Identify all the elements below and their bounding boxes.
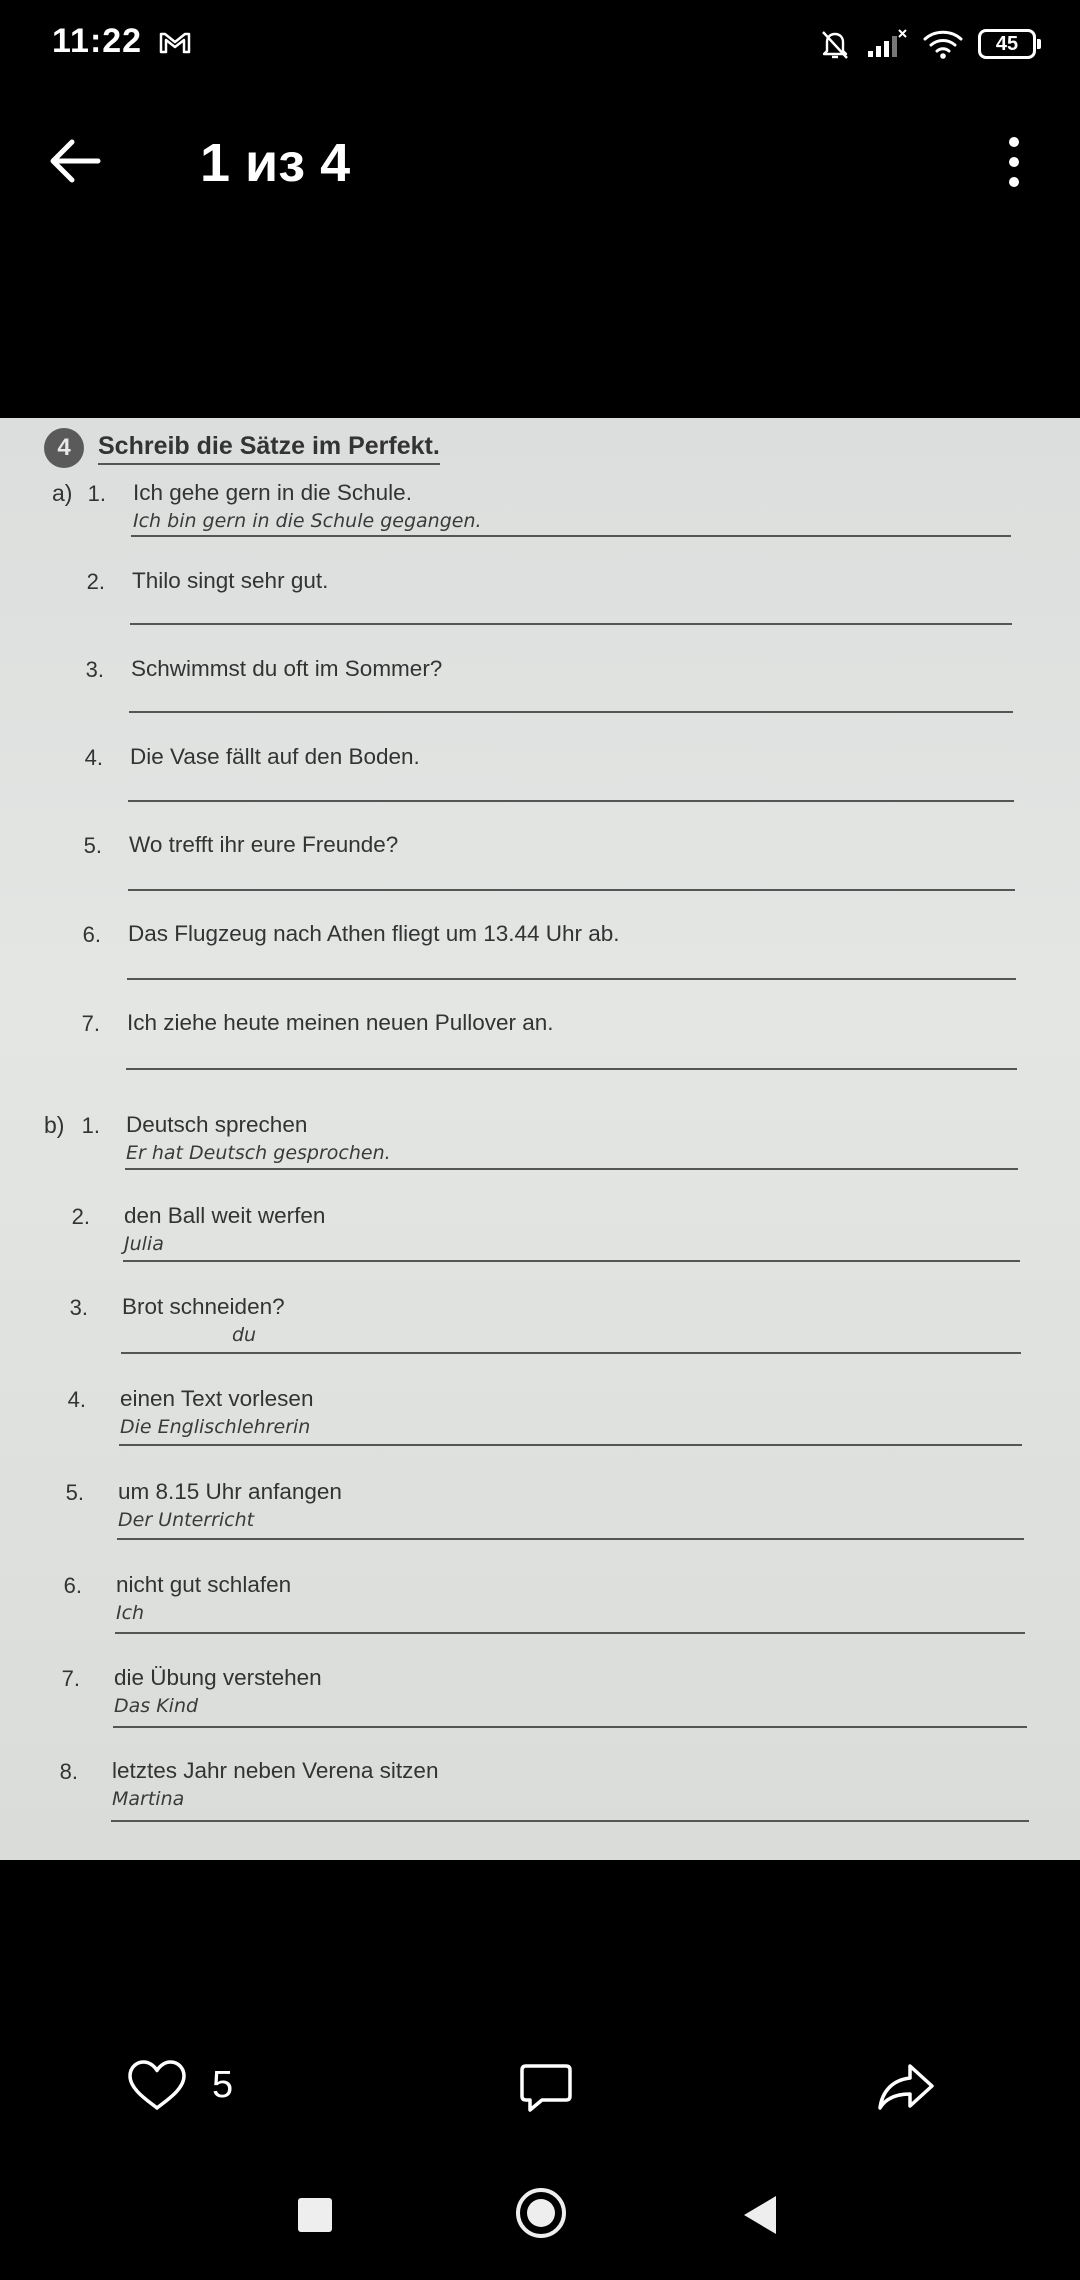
item-number: 3. (69, 1295, 88, 1320)
answer-line (121, 1352, 1021, 1354)
item-prompt: Das Flugzeug nach Athen fliegt um 13.44 Uhr ab. (128, 921, 620, 946)
bell-off-icon (818, 27, 852, 61)
nav-back-button[interactable] (744, 2196, 776, 2234)
signal-icon (866, 27, 908, 61)
arrow-left-icon[interactable] (44, 130, 106, 192)
item-prompt: Deutsch sprechen (126, 1112, 308, 1137)
item-answer: Ich (116, 1602, 145, 1624)
answer-line (113, 1726, 1027, 1728)
exercise-number: 4 (44, 428, 84, 468)
wifi-icon (922, 27, 964, 61)
item-number: 5. (65, 1480, 84, 1505)
like-count: 5 (212, 2064, 234, 2106)
item-number: 7. (61, 1666, 80, 1691)
item-prompt: letztes Jahr neben Verena sitzen (112, 1758, 439, 1783)
item-number: 7. (81, 1011, 100, 1036)
item-answer: Das Kind (114, 1695, 199, 1717)
recents-button[interactable] (298, 2198, 332, 2232)
section-b-label: b) (44, 1112, 65, 1138)
item-number: 2. (86, 569, 105, 594)
item-number: 8. (59, 1759, 78, 1784)
item-number: 6. (63, 1573, 82, 1598)
action-bar (0, 2040, 1080, 2130)
item-answer: Martina (112, 1788, 185, 1810)
page-counter: 1 из 4 (200, 133, 351, 193)
item-answer: Die Englischlehrerin (120, 1416, 311, 1438)
gmail-icon (158, 26, 192, 60)
answer-line (115, 1632, 1025, 1634)
item-answer: Er hat Deutsch gesprochen. (126, 1142, 391, 1164)
item-number: 3. (85, 657, 104, 682)
battery-level: 45 (995, 32, 1019, 55)
answer-line (130, 623, 1012, 625)
item-prompt: die Übung verstehen (114, 1665, 322, 1690)
answer-line (125, 1168, 1018, 1170)
item-answer: du (232, 1324, 257, 1346)
item-answer: Julia (124, 1233, 164, 1255)
answer-line (131, 535, 1011, 537)
app-bar (0, 110, 1080, 210)
heart-icon[interactable] (126, 2058, 188, 2114)
item-number: 4. (84, 745, 103, 770)
item-prompt: nicht gut schlafen (116, 1572, 292, 1597)
item-number: 6. (82, 922, 101, 947)
comment-icon[interactable] (518, 2060, 574, 2116)
answer-line (123, 1260, 1020, 1262)
item-prompt: Schwimmst du oft im Sommer? (131, 656, 443, 681)
share-icon[interactable] (876, 2060, 936, 2116)
status-indicators (818, 24, 1036, 64)
status-time: 11:22 (52, 22, 143, 60)
item-prompt: Ich gehe gern in die Schule. (133, 480, 412, 505)
item-number: 4. (67, 1387, 86, 1412)
home-button[interactable] (516, 2188, 566, 2238)
item-prompt: einen Text vorlesen (120, 1386, 314, 1411)
answer-line (128, 800, 1014, 802)
item-prompt: Ich ziehe heute meinen neuen Pullover an. (127, 1010, 554, 1035)
status-bar (0, 0, 1080, 90)
answer-line (111, 1820, 1029, 1822)
exercise-header (44, 428, 440, 468)
item-prompt: um 8.15 Uhr anfangen (118, 1479, 342, 1504)
item-prompt: den Ball weit werfen (124, 1203, 326, 1228)
system-nav-bar (0, 2170, 1080, 2260)
item-number: 2. (71, 1204, 90, 1229)
more-vertical-icon[interactable] (996, 134, 1032, 190)
item-prompt: Thilo singt sehr gut. (132, 568, 329, 593)
item-prompt: Brot schneiden? (122, 1294, 285, 1319)
answer-line (119, 1444, 1022, 1446)
answer-line (126, 1068, 1017, 1070)
answer-line (127, 978, 1016, 980)
item-prompt: Wo trefft ihr eure Freunde? (129, 832, 399, 857)
item-number: 1. (87, 481, 106, 506)
item-answer: Ich bin gern in die Schule gegangen. (133, 510, 482, 532)
item-number: 5. (83, 833, 102, 858)
section-a-label: a) (52, 480, 73, 506)
battery-indicator (978, 29, 1036, 59)
answer-line (128, 889, 1015, 891)
exercise-title: Schreib die Sätze im Perfekt. (98, 432, 440, 465)
worksheet-photo[interactable] (0, 418, 1080, 1860)
item-answer: Der Unterricht (118, 1509, 255, 1531)
item-prompt: Die Vase fällt auf den Boden. (130, 744, 420, 769)
item-number: 1. (81, 1113, 100, 1138)
answer-line (117, 1538, 1024, 1540)
answer-line (129, 711, 1013, 713)
